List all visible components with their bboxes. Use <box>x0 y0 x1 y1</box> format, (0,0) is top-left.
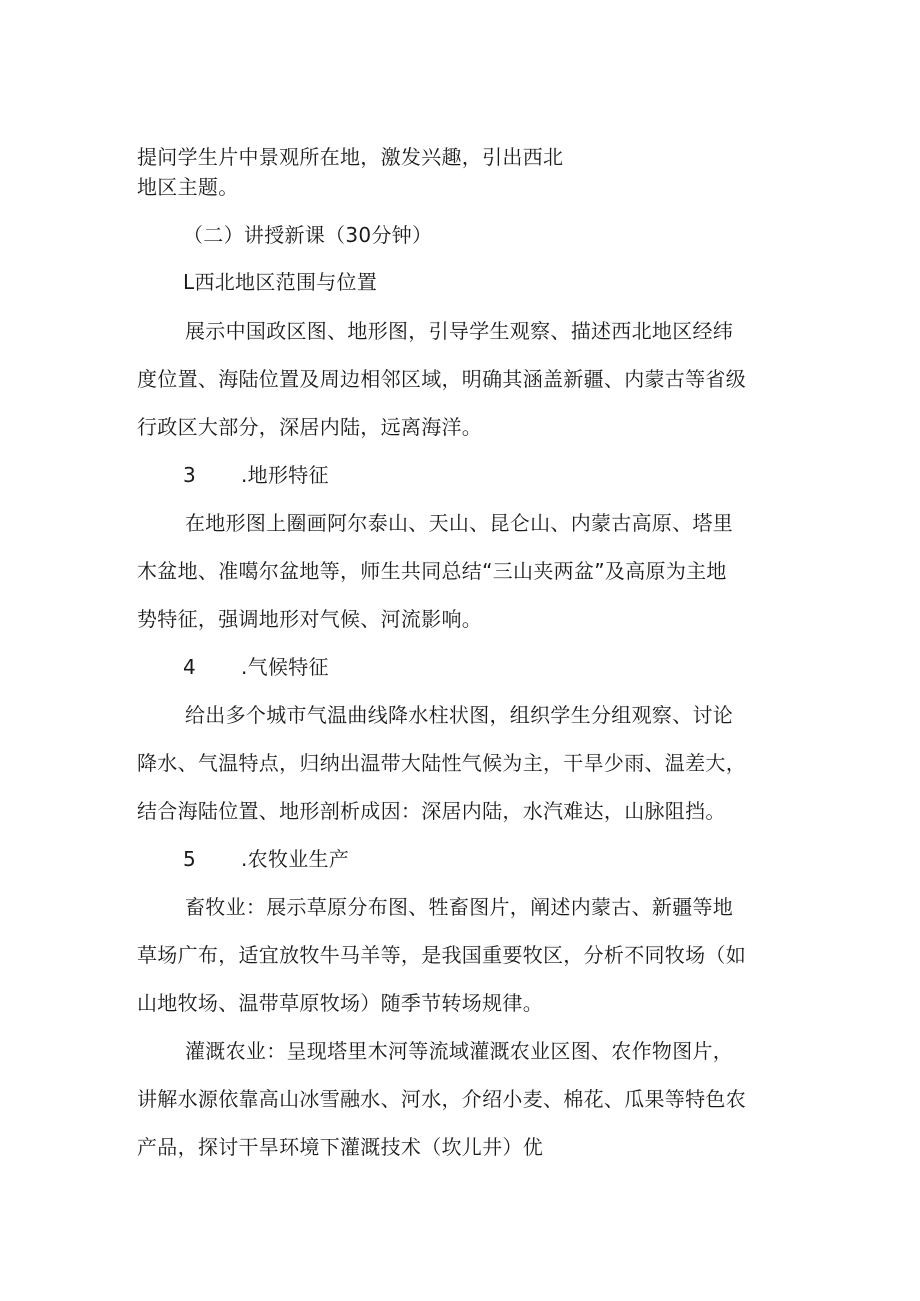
item3-para-line-1: 在地形图上圈画阿尔泰山、天山、昆仑山、内蒙古高原、塔里 <box>185 511 734 535</box>
item5-irrigation-line-3: 产品，探讨干旱环境下灌溉技术（坎儿井）优 <box>137 1135 543 1159</box>
item5-heading <box>183 846 349 872</box>
section-heading: （二）讲授新课（30分钟） <box>183 223 433 247</box>
item3-para-line-3: 势特征，强调地形对气候、河流影响。 <box>137 607 483 631</box>
item4-para-line-2: 降水、气温特点，归纳出温带大陆性气候为主，干旱少雨、温差大， <box>137 751 746 775</box>
item5-irrigation-line-1: 灌溉农业：呈现塔里木河等流域灌溉农业区图、农作物图片， <box>185 1039 734 1063</box>
item1-para-line-2: 度位置、海陆位置及周边相邻区域，明确其涵盖新疆、内蒙古等省级 <box>137 367 746 391</box>
item4-para-line-1: 给出多个城市气温曲线降水柱状图，组织学生分组观察、讨论 <box>185 703 734 727</box>
item4-title: .气候特征 <box>241 655 329 679</box>
item4-para-line-3: 结合海陆位置、地形剖析成因：深居内陆，水汽难达，山脉阻挡。 <box>137 799 726 823</box>
item1-para-line-1: 展示中国政区图、地形图，引导学生观察、描述西北地区经纬 <box>185 319 734 343</box>
item3-para-line-2: 木盆地、准噶尔盆地等，师生共同总结“三山夹两盆”及高原为主地 <box>137 559 727 583</box>
item5-title: .农牧业生产 <box>241 847 350 871</box>
item3-title: .地形特征 <box>241 463 329 487</box>
item1-para-line-3: 行政区大部分，深居内陆，远离海洋。 <box>137 415 483 439</box>
item4-number: 4 <box>183 655 197 679</box>
item1-heading: L西北地区范围与位置 <box>183 270 378 294</box>
item5-livestock-line-1: 畜牧业：展示草原分布图、牲畜图片，阐述内蒙古、新疆等地 <box>185 895 734 919</box>
item5-livestock-line-3: 山地牧场、温带草原牧场）随季节转场规律。 <box>137 991 543 1015</box>
item3-number: 3 <box>183 463 197 487</box>
intro-line-2: 地区主题。 <box>137 175 239 199</box>
item5-number: 5 <box>183 847 197 871</box>
item4-heading <box>183 654 329 680</box>
intro-line-1: 提问学生片中景观所在地，激发兴趣，引出西北 <box>137 145 564 169</box>
item5-livestock-line-2: 草场广布，适宜放牧牛马羊等，是我国重要牧区，分析不同牧场（如 <box>137 943 746 967</box>
item5-irrigation-line-2: 讲解水源依靠高山冰雪融水、河水，介绍小麦、棉花、瓜果等特色农 <box>137 1087 746 1111</box>
item3-heading <box>183 462 329 488</box>
